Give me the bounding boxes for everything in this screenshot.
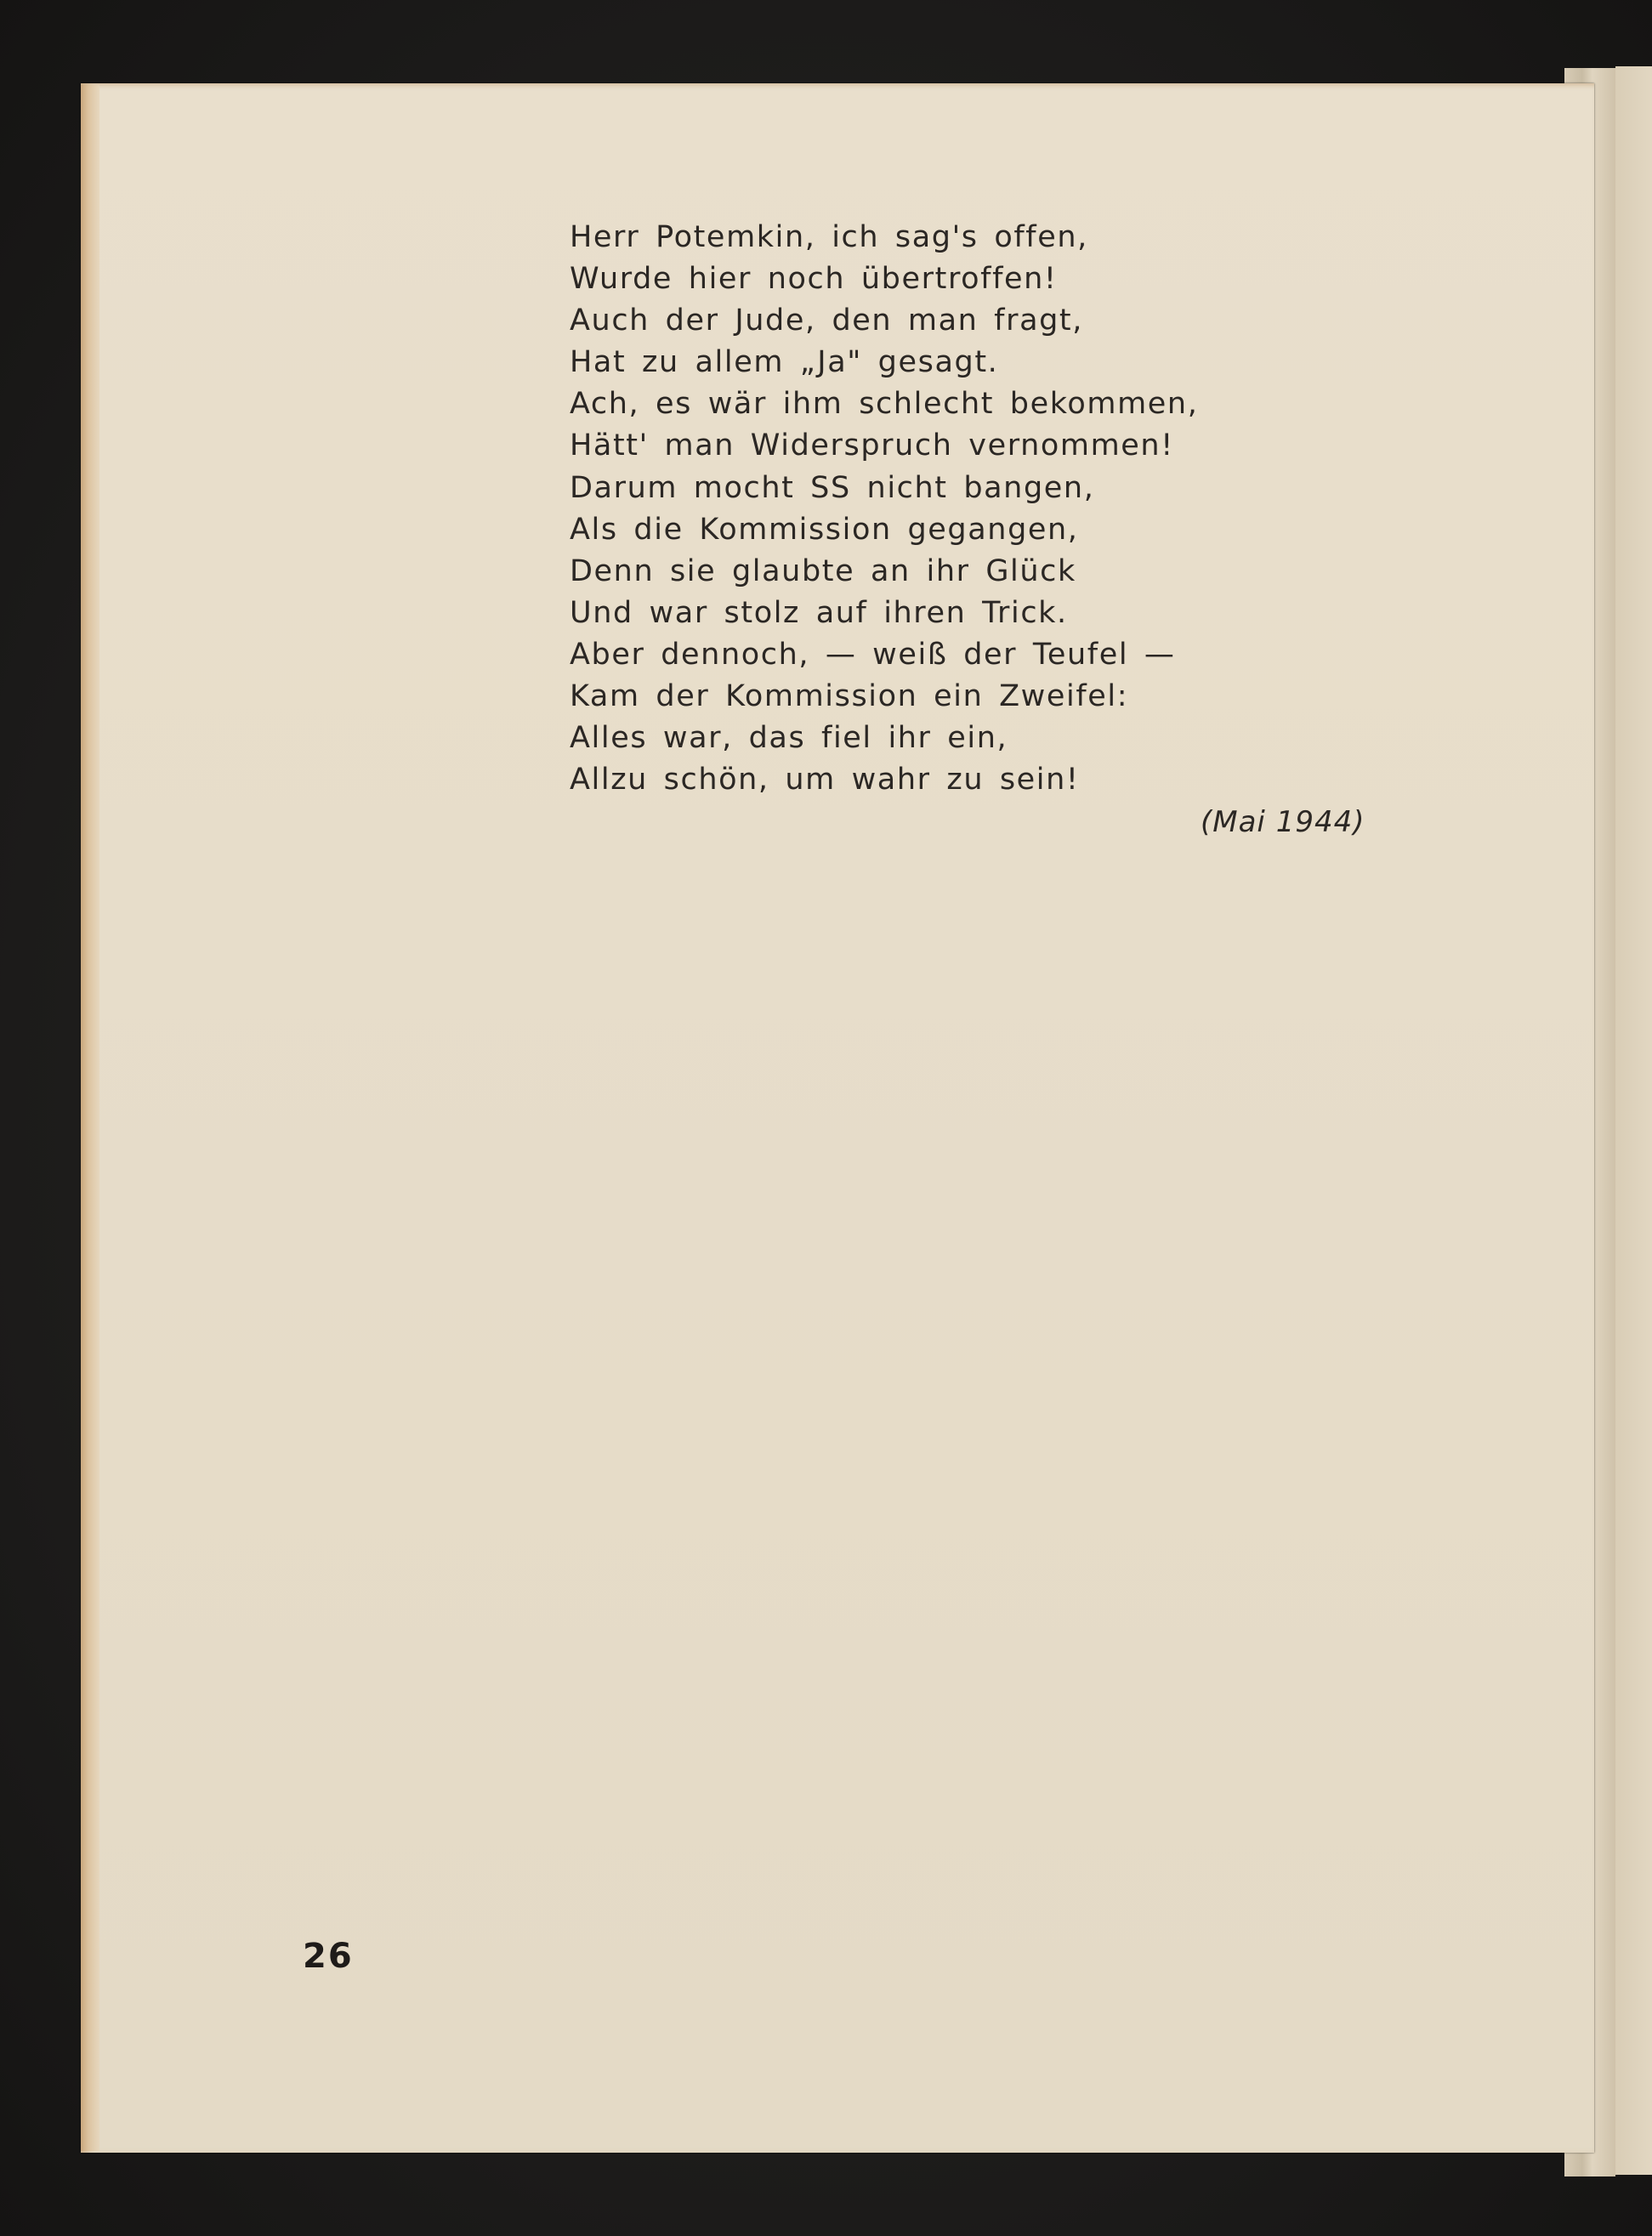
- poem-date: (Mai 1944): [1201, 805, 1365, 839]
- poem-line: Und war stolz auf ihren Trick.: [570, 595, 1068, 630]
- poem-line: Alles war, das fiel ihr ein,: [570, 721, 1008, 756]
- poem-line: Wurde hier noch übertroffen!: [570, 262, 1058, 297]
- poem-line: Ach, es wär ihm schlecht bekommen,: [570, 387, 1199, 422]
- facing-page-edge: [1615, 66, 1652, 2175]
- poem-line: Kam der Kommission ein Zweifel:: [570, 679, 1129, 714]
- poem-line: Hat zu allem „Ja" gesagt.: [570, 345, 999, 380]
- poem-line: Herr Potemkin, ich sag's offen,: [570, 220, 1088, 254]
- poem-line: Aber dennoch, — weiß der Teufel —: [570, 637, 1176, 672]
- poem-line: Auch der Jude, den man fragt,: [570, 304, 1083, 338]
- poem-line: Denn sie glaubte an ihr Glück: [570, 553, 1076, 588]
- page-number: 26: [303, 1937, 354, 1976]
- poem-line: Darum mocht SS nicht bangen,: [570, 470, 1095, 505]
- page-left-edge: [81, 85, 99, 2151]
- poem-text: [570, 217, 1216, 801]
- poem-line: Als die Kommission gegangen,: [570, 512, 1079, 547]
- poem-line: Hätt' man Widerspruch vernommen!: [570, 428, 1174, 463]
- poem-line: Allzu schön, um wahr zu sein!: [570, 763, 1080, 797]
